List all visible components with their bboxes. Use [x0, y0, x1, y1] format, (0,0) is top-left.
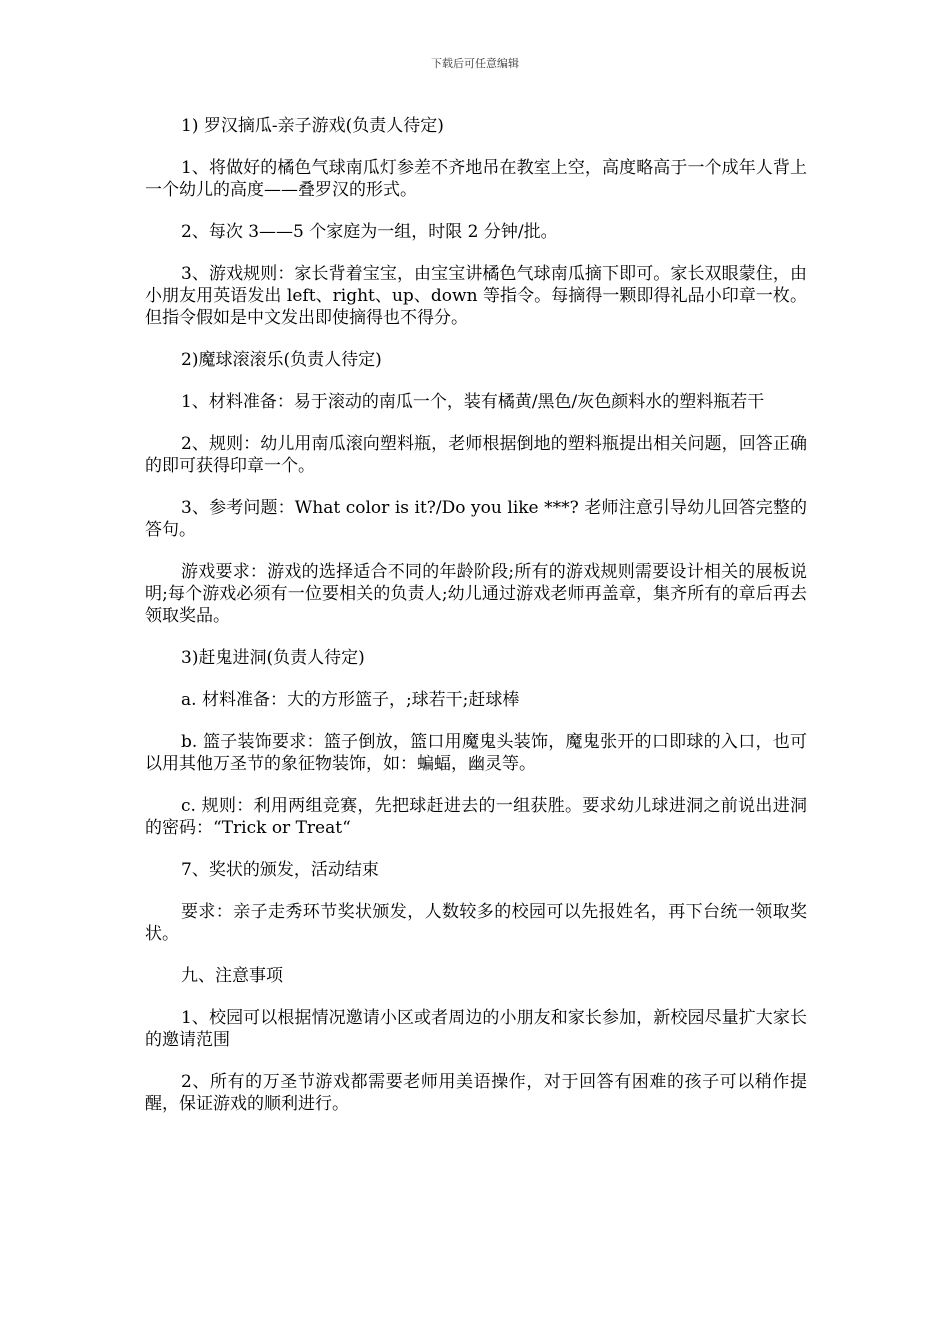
paragraph: 2)魔球滚滚乐(负责人待定) — [181, 350, 382, 370]
paragraph: 7、奖状的颁发，活动结束 — [181, 860, 379, 880]
document-body — [145, 115, 807, 1135]
paragraph: 3、参考问题：What color is it?/Do you like ***? 老师注意引导幼儿回答完整的答句。 — [145, 498, 807, 540]
page-header: 下载后可任意编辑 — [431, 57, 519, 70]
paragraph: 3)赶鬼进洞(负责人待定) — [181, 648, 365, 668]
paragraph: 要求：亲子走秀环节奖状颁发，人数较多的校园可以先报姓名，再下台统一领取奖状。 — [145, 902, 807, 944]
paragraph: 2、每次 3——5 个家庭为一组，时限 2 分钟/批。 — [181, 222, 558, 242]
paragraph: 1、校园可以根据情况邀请小区或者周边的小朋友和家长参加，新校园尽量扩大家长的邀请范围 — [145, 1008, 807, 1050]
paragraph: 2、规则：幼儿用南瓜滚向塑料瓶，老师根据倒地的塑料瓶提出相关问题，回答正确的即可获得印章一个。 — [145, 434, 807, 476]
paragraph: 游戏要求：游戏的选择适合不同的年龄阶段;所有的游戏规则需要设计相关的展板说明;每个游戏必须有一位要相关的负责人;幼儿通过游戏老师再盖章，集齐所有的章后再去领取奖品。 — [145, 562, 807, 626]
paragraph: c. 规则：利用两组竞赛，先把球赶进去的一组获胜。要求幼儿球进洞之前说出进洞的密码：“Trick or Treat“ — [145, 796, 807, 838]
paragraph: 1、材料准备：易于滚动的南瓜一个，装有橘黄/黑色/灰色颜料水的塑料瓶若干 — [181, 392, 765, 412]
paragraph: b. 篮子装饰要求：篮子倒放，篮口用魔鬼头装饰，魔鬼张开的口即球的入口，也可以用其他万圣节的象征物装饰，如：蝙蝠，幽灵等。 — [145, 732, 807, 774]
paragraph: 3、游戏规则：家长背着宝宝，由宝宝讲橘色气球南瓜摘下即可。家长双眼蒙住，由小朋友用英语发出 left、right、up、down 等指令。每摘得一颗即得礼品小印章一枚。但指令假如是中文发出即使摘得也不得分。 — [145, 264, 807, 328]
paragraph: 2、所有的万圣节游戏都需要老师用美语操作，对于回答有困难的孩子可以稍作提醒，保证游戏的顺利进行。 — [145, 1072, 807, 1114]
paragraph: 九、注意事项 — [181, 966, 283, 986]
paragraph: 1、将做好的橘色气球南瓜灯参差不齐地吊在教室上空，高度略高于一个成年人背上一个幼儿的高度——叠罗汉的形式。 — [145, 158, 807, 200]
paragraph: 1) 罗汉摘瓜-亲子游戏(负责人待定) — [181, 116, 444, 136]
paragraph: a. 材料准备：大的方形篮子，;球若干;赶球棒 — [181, 690, 520, 710]
